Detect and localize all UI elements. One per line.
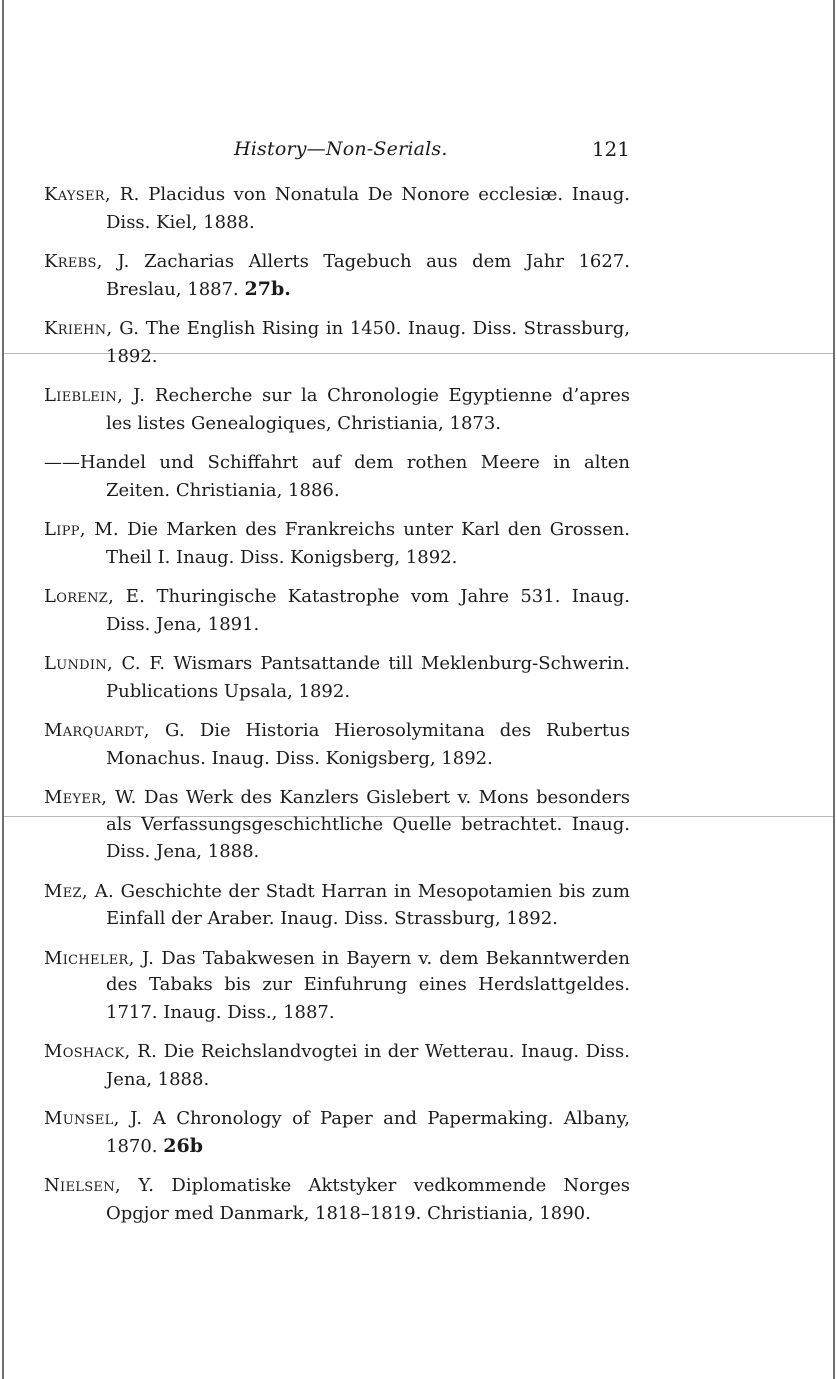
bibliography-entry [44,879,630,933]
bibliography-entry [44,584,630,638]
entry-author: Kayser, R. [44,184,140,205]
entry-author: Lipp, M. [44,519,120,540]
bibliography-entry [44,1173,630,1227]
bibliography-entry [44,450,630,504]
running-head [44,138,630,166]
bibliography-entry [44,1106,630,1160]
entry-text: Zacharias Allerts Tagebuch aus dem Jahr 1627. Breslau, 1887. [106,251,630,300]
entry-author: Kriehn, G. [44,318,140,339]
scan-border-right [833,0,835,1379]
entry-author: Mez, A. [44,880,115,902]
bibliography-entry [44,316,630,370]
bibliography-entry [44,946,630,1027]
entry-author: Moshack, R. [44,1041,158,1062]
running-title: History—Non-Serials. [234,138,448,160]
entry-text: A Chronology of Paper and Papermaking. Albany, 1870. [106,1108,630,1157]
entry-author: Munsel, J. [44,1108,143,1129]
bibliography-entry [44,383,630,437]
entry-text: ——Handel und Schiffahrt auf dem rothen Meere in alten Zeiten. Christiania, 1886. [44,452,630,501]
entry-author: Krebs, J. [44,251,130,272]
entry-author: Marquardt, G. [44,720,186,741]
entry-text: Die Marken des Frankreichs unter Karl den Grossen. Theil I. Inaug. Diss. Konigsberg, 1892. [106,519,630,568]
page-number: 121 [591,137,630,161]
entry-author: Lundin, C. F. [44,653,166,674]
shelf-mark: 27b. [244,277,291,300]
bibliography-entry [44,182,630,236]
entry-text: Diplomatiske Aktstyker vedkommende Norges Opgjor med Danmark, 1818–1819. Christiania, 1890. [106,1175,630,1224]
bibliography-entry [44,718,630,772]
entry-text: Das Tabakwesen in Bayern v. dem Bekanntwerden des Tabaks bis zur Einfuhrung eines Herdslattgeldes. 1717. Inaug. Diss., 1887. [106,947,630,1023]
bibliography-entry [44,1039,630,1093]
entry-text: Recherche sur la Chronologie Egyptienne d’apres les listes Genealogiques, Christiania, 1873. [106,385,630,434]
entry-author: Nielsen, Y. [44,1175,155,1196]
entry-text: Placidus von Nonatula De Nonore ecclesiæ. Inaug. Diss. Kiel, 1888. [106,184,631,233]
entry-text: Geschichte der Stadt Harran in Mesopotamien bis zum Einfall der Araber. Inaug. Diss. Strassburg, 1892. [106,880,631,929]
scan-border-left [2,0,4,1379]
bibliography-entry [44,785,630,866]
entry-author: Meyer, W. [44,787,137,808]
entry-text: Die Historia Hierosolymitana des Rubertus Monachus. Inaug. Diss. Konigsberg, 1892. [106,720,630,769]
entry-text: Das Werk des Kanzlers Gislebert v. Mons besonders als Verfassungsgeschichtliche Quelle betrachtet. Inaug. Diss. Jena, 1888. [106,787,631,862]
entry-text: Thuringische Katastrophe vom Jahre 531. Inaug. Diss. Jena, 1891. [106,586,630,635]
shelf-mark: 26b [163,1134,203,1157]
bibliography-entry [44,651,630,705]
entry-author: Micheler, J. [44,947,155,969]
entry-author: Lorenz, E. [44,586,146,607]
entry-author: Lieblein, J. [44,385,146,406]
bibliography-entry [44,517,630,571]
bibliography-list [44,182,630,1240]
bibliography-entry [44,249,630,303]
entry-text: Wismars Pantsattande till Meklenburg-Schwerin. Publications Upsala, 1892. [106,653,630,702]
entry-text: Die Reichslandvogtei in der Wetterau. Inaug. Diss. Jena, 1888. [106,1041,630,1090]
entry-text: The English Rising in 1450. Inaug. Diss. Strassburg, 1892. [106,318,630,367]
